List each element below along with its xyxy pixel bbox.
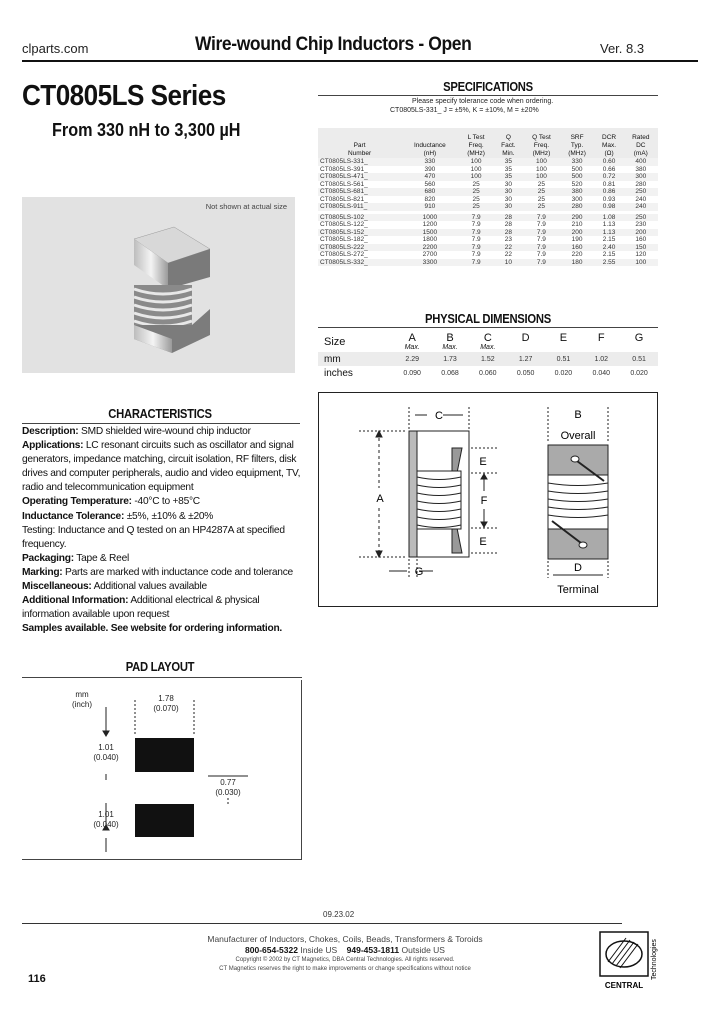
characteristic-label: Inductance Tolerance: [22,510,125,522]
spec-cell: 100 [470,158,482,165]
dimension-column-b [431,332,469,352]
part-number: CT0805LS-681_ [320,188,368,195]
dimension-value: 0.050 [516,369,535,377]
pad-gap-mm: 0.77 [220,778,236,787]
spec-cell: 1200 [422,221,438,228]
dimensions-rule [318,327,658,328]
spec-cell: 2200 [422,243,438,251]
characteristic-label: Packaging: [22,552,74,564]
label-b: B [574,409,582,421]
spec-header-3 [494,128,524,158]
spec-cell: 7.9 [471,251,481,258]
label-d: D [574,562,582,574]
spec-cell: 30 [504,188,512,195]
characteristic-item [22,439,302,495]
table-row [318,158,658,166]
spec-cell: 0.66 [602,165,616,173]
spec-cell: 28 [504,213,512,221]
spec-cell: 28 [504,228,512,236]
spec-cell: 910 [424,203,436,210]
dimension-letter: D [521,332,530,344]
spec-cell: 25 [472,195,480,203]
spec-header-line: Min. [502,150,515,157]
pad-width-mm: 1.78 [158,694,174,703]
spec-header-line: Rated [632,134,650,141]
product-photo [22,197,295,373]
pad-layout-diagram [22,680,302,860]
characteristic-text: LC resonant circuits such as oscillator and signal generators, impedance matching, circuit isolation, RF filters, disk drives and computer peripherals, audio and video equipment, TV, radio and telecommunication equipment [22,440,301,494]
spec-cell: 200 [635,228,647,236]
dimension-value: 0.068 [441,369,459,377]
spec-cell: 23 [504,236,512,243]
spec-cell: 25 [537,195,546,203]
spec-header-line: (mA) [633,150,648,157]
label-overall: Overall [560,430,596,442]
spec-header-line: Inductance [413,142,446,149]
dimension-letter: B [446,332,454,344]
pad-width-in: (0.070) [153,704,179,713]
spec-header-line: (MHz) [568,150,586,157]
spec-cell: 0.81 [602,180,616,188]
pad-layout-title: PAD LAYOUT [125,660,195,674]
spec-cell: 25 [472,203,480,210]
label-c: C [435,410,443,422]
spec-header-7 [624,128,658,158]
label-e-bottom: E [479,536,487,548]
spec-cell: 0.72 [602,173,616,180]
spec-cell: 560 [424,180,436,188]
dimensions-inches-row [318,366,658,380]
characteristic-text: -40°C to +85°C [134,496,200,508]
dimension-column-f [582,332,620,352]
spec-cell: 28 [504,221,512,228]
top-pad-height-mm: 1.01 [98,743,114,752]
dimension-value: 0.51 [632,355,646,363]
characteristic-item [22,566,302,580]
characteristic-text: Additional values available [93,581,207,593]
phone-intl: 949-453-1811 [346,945,400,955]
central-technologies-logo [598,928,662,992]
spec-cell: 330 [571,158,583,165]
label-f: F [480,495,488,507]
part-number: CT0805LS-152_ [320,228,368,236]
spec-cell: 22 [504,243,512,251]
table-row [318,203,658,211]
part-number: CT0805LS-561_ [320,180,368,188]
characteristic-item [22,552,302,566]
inductor-illustration [22,197,295,373]
table-row [318,214,658,222]
pad-units-mm: mm [75,690,89,699]
spec-cell: 500 [571,173,583,180]
spec-cell: 7.9 [536,228,546,236]
spec-cell: 290 [571,213,583,221]
spec-cell: 1.13 [602,221,616,228]
document-title: Wire-wound Chip Inductors - Open [195,34,472,55]
spec-cell: 100 [635,258,647,266]
spec-header-line: DC [636,142,646,149]
spec-header-6 [595,128,624,158]
spec-cell: 2.55 [602,258,616,266]
part-number: CT0805LS-182_ [320,236,368,243]
spec-cell: 100 [535,158,547,165]
spec-cell: 7.9 [471,258,481,266]
dimension-letter: G [634,332,644,344]
pad-units-inch: (inch) [71,700,92,709]
dimensions-table [318,332,658,380]
logo-side-text: Technologies [651,939,658,980]
part-number: CT0805LS-332_ [320,258,368,266]
spec-cell: 35 [504,165,512,173]
spec-header-line: DCR [602,134,617,141]
spec-cell: 200 [571,228,583,236]
spec-cell: 35 [504,158,512,165]
spec-cell: 330 [424,158,436,165]
dimension-value: 0.020 [554,369,573,377]
table-row [318,251,658,259]
spec-cell: 7.9 [536,251,546,258]
characteristic-text: Testing: Inductance and Q tested on an HP4287A at specified frequency. [22,524,285,550]
version-label: Ver. 8.3 [600,41,645,56]
dimension-column-a [393,332,431,352]
dimension-letter: A [408,332,416,344]
part-number: CT0805LS-821_ [320,195,368,203]
spec-cell: 30 [504,180,512,188]
dimension-value: 0.060 [479,369,497,377]
spec-cell: 25 [537,188,546,195]
dimensions-mm-row [318,352,658,366]
spec-cell: 100 [470,173,482,180]
dimension-letter: E [559,332,568,344]
label-e-top: E [479,456,487,468]
table-row [318,166,658,174]
spec-header-line: SRF [570,134,584,141]
specifications-table [318,128,658,266]
dimension-qualifier [582,344,620,352]
label-a: A [376,493,384,505]
spec-cell: 1.13 [602,228,616,236]
spec-cell: 280 [635,180,647,188]
spec-cell: 100 [535,165,547,173]
part-number: CT0805LS-272_ [320,251,368,258]
label-g: G [414,566,424,578]
spec-cell: 250 [635,213,647,221]
spec-cell: 2.15 [602,251,616,258]
samples-note: Samples available. See website for ordering information. [22,623,283,635]
table-row [318,173,658,181]
table-row [318,196,658,204]
dimension-qualifier [507,344,545,352]
spec-cell: 2.40 [602,243,616,251]
spec-cell: 0.98 [602,203,616,210]
spec-cell: 160 [635,236,647,243]
dimension-value: 2.29 [405,355,419,363]
spec-header-line: L Test [467,134,485,141]
dimension-value: 1.52 [481,355,495,363]
spec-cell: 7.9 [471,213,481,221]
spec-cell: 250 [635,188,647,195]
header-rule [22,60,698,62]
inches-label: inches [324,367,353,379]
dimension-value: 1.02 [594,355,609,363]
characteristics-rule [22,423,300,424]
spec-cell: 400 [635,158,647,165]
spec-header-line: Number [347,150,372,157]
mm-label: mm [324,353,341,365]
characteristic-label: Additional Information: [22,595,129,607]
spec-cell: 680 [424,188,436,195]
spec-cell: 380 [571,188,583,195]
spec-cell: 470 [424,173,436,180]
page-number: 116 [28,973,46,985]
spec-header-line: Fact. [501,142,516,149]
manufacturer-line: Manufacturer of Inductors, Chokes, Coils, Beads, Transformers & Toroids [207,934,483,944]
size-label: Size [324,336,346,348]
spec-cell: 0.60 [602,158,616,165]
dimensions-title: PHYSICAL DIMENSIONS [425,312,551,326]
dimension-value: 1.27 [518,355,533,363]
spec-header-1 [401,128,459,158]
specifications-rule [318,95,658,96]
characteristic-text: ±5%, ±10% & ±20% [126,510,214,522]
dimension-value: 0.090 [403,369,421,377]
dimension-letter: C [483,332,492,344]
spec-cell: 1500 [422,228,438,236]
dimension-letter: F [597,332,605,344]
spec-cell: 380 [635,165,647,173]
spec-cell: 7.9 [536,213,546,221]
spec-cell: 25 [472,188,480,195]
bottom-pad [135,804,194,837]
phone-us: 800-654-5322 [245,945,298,955]
dimension-value: 0.020 [630,369,648,377]
spec-cell: 230 [635,221,647,228]
spec-cell: 1000 [422,213,438,221]
part-number: CT0805LS-471_ [320,173,368,180]
spec-cell: 180 [571,258,583,266]
spec-cell: 100 [535,173,547,180]
dimension-column-c [469,332,507,352]
spec-header-line: Q [505,134,511,141]
spec-cell: 220 [571,251,583,258]
spec-cell: 160 [571,243,583,251]
dimension-diagram [318,392,658,607]
part-number: CT0805LS-911_ [320,203,368,210]
bottom-pad-height-mm: 1.01 [98,810,114,819]
spec-cell: 25 [537,203,546,210]
tolerance-code-note: CT0805LS-331_ J = ±5%, K = ±10%, M = ±20% [390,107,539,114]
spec-header-line: (MHz) [467,150,485,157]
characteristic-label: Marking: [22,566,63,578]
characteristic-label: Miscellaneous: [22,581,92,593]
photo-note: Not shown at actual size [205,202,287,211]
characteristic-text: Tape & Reel [76,552,130,564]
site-name: clparts.com [22,41,89,56]
dimension-value: 0.040 [592,369,611,377]
part-number: CT0805LS-331_ [320,158,368,165]
part-number: CT0805LS-122_ [320,221,368,228]
spec-cell: 0.86 [602,188,616,195]
specifications-title: SPECIFICATIONS [443,80,533,94]
characteristic-item [22,594,302,622]
spec-cell: 1.08 [602,213,616,221]
spec-cell: 280 [571,203,583,210]
spec-cell: 120 [635,251,647,258]
spec-cell: 190 [571,236,583,243]
spec-cell: 820 [424,195,436,203]
footer-rule [22,923,622,924]
spec-cell: 7.9 [536,258,546,266]
phone-intl-label: Outside US [401,945,445,955]
dimension-qualifier [545,344,583,352]
dimension-qualifier: Max. [480,344,496,351]
spec-cell: 7.9 [536,243,546,251]
spec-header-line: (Ω) [604,150,614,157]
top-pad [135,738,194,772]
spec-cell: 22 [504,251,512,258]
characteristic-text: Additional electrical & physical information available upon request [22,595,260,621]
dimension-column-g [620,332,658,352]
spec-cell: 500 [571,165,583,173]
spec-cell: 300 [571,195,583,203]
characteristic-label: Operating Temperature: [22,496,132,508]
series-title: CT0805LS Series [22,80,226,112]
spec-cell: 30 [504,195,512,203]
characteristics-body [22,425,302,636]
spec-cell: 7.9 [536,221,546,228]
spec-cell: 35 [504,173,512,180]
spec-cell: 240 [635,195,647,203]
table-row [318,229,658,237]
dimension-value: 0.51 [556,355,571,363]
spec-header-line: Freq. [533,142,549,149]
table-row [318,244,658,252]
spec-cell: 1800 [422,236,438,243]
spec-cell: 210 [571,221,583,228]
table-row [318,221,658,229]
part-number: CT0805LS-222_ [320,243,368,251]
spec-header-line: Q Test [532,134,551,141]
characteristic-text: Parts are marked with inductance code and tolerance [65,566,293,578]
copyright: Copyright © 2002 by CT Magnetics, DBA Central Technologies. All rights reserved. [235,957,455,963]
inductance-range: From 330 nH to 3,300 µH [52,120,241,140]
part-number: CT0805LS-391_ [320,165,368,173]
characteristic-label: Description: [22,426,79,437]
spec-cell: 520 [571,180,583,188]
bottom-pad-height-in: (0.040) [93,820,119,829]
part-number: CT0805LS-102_ [320,213,368,221]
table-row [318,236,658,244]
top-pad-height-in: (0.040) [93,753,119,762]
pad-gap-in: (0.030) [215,788,241,797]
dimension-qualifier: Max. [404,344,420,351]
label-terminal: Terminal [557,584,599,596]
spec-header-line: Typ. [570,142,584,149]
spec-cell: 3300 [422,258,438,266]
pad-layout-rule [22,677,302,678]
spec-header-line: (MHz) [532,150,551,157]
characteristic-item [22,425,302,439]
table-row [318,188,658,196]
characteristic-item [22,495,302,509]
spec-cell: 7.9 [536,236,546,243]
spec-cell: 300 [635,173,647,180]
logo-text: CENTRAL [604,981,644,990]
characteristic-item [22,580,302,594]
spec-cell: 0.93 [602,195,616,203]
spec-cell: 25 [537,180,546,188]
spec-cell: 7.9 [471,228,481,236]
spec-cell: 7.9 [471,221,481,228]
dimension-qualifier: Max. [442,344,458,351]
characteristic-label: Applications: [22,440,84,452]
spec-header-line: Freq. [468,142,484,149]
footer-text [200,934,490,974]
spec-cell: 30 [504,203,512,210]
spec-cell: 100 [470,165,482,173]
spec-header-0 [318,128,401,158]
spec-header-2 [459,128,494,158]
spec-cell: 390 [424,165,436,173]
spec-cell: 7.9 [471,236,481,243]
spec-header-5 [560,128,595,158]
spec-header-4 [523,128,559,158]
characteristic-item [22,510,302,524]
spec-cell: 10 [504,258,512,266]
characteristics-title: CHARACTERISTICS [108,407,212,421]
characteristic-text: SMD shielded wire-wound chip inductor [81,426,251,437]
spec-cell: 7.9 [471,243,481,251]
table-row [318,259,658,267]
revision-date: 09.23.02 [323,910,355,919]
dimension-column-d [507,332,545,352]
characteristic-item [22,524,302,552]
dimension-column-e [545,332,583,352]
spec-cell: 240 [635,203,647,210]
spec-cell: 2700 [422,251,438,258]
phone-us-label: Inside US [300,945,338,955]
tolerance-note: Please specify tolerance code when ordering. [412,98,554,105]
spec-cell: 150 [635,243,647,251]
spec-header-line: Part [353,142,366,149]
spec-cell: 2.15 [602,236,616,243]
dimension-qualifier [620,344,658,352]
disclaimer: CT Magnetics reserves the right to make improvements or change specifications without notice [219,966,471,972]
dimensions-header-row [318,332,658,352]
spec-cell: 25 [472,180,480,188]
dimension-value: 1.73 [443,355,457,363]
table-row [318,181,658,189]
specifications-header-row [318,128,658,158]
spec-header-line: (nH) [423,150,437,157]
spec-header-line: Max. [602,142,617,149]
